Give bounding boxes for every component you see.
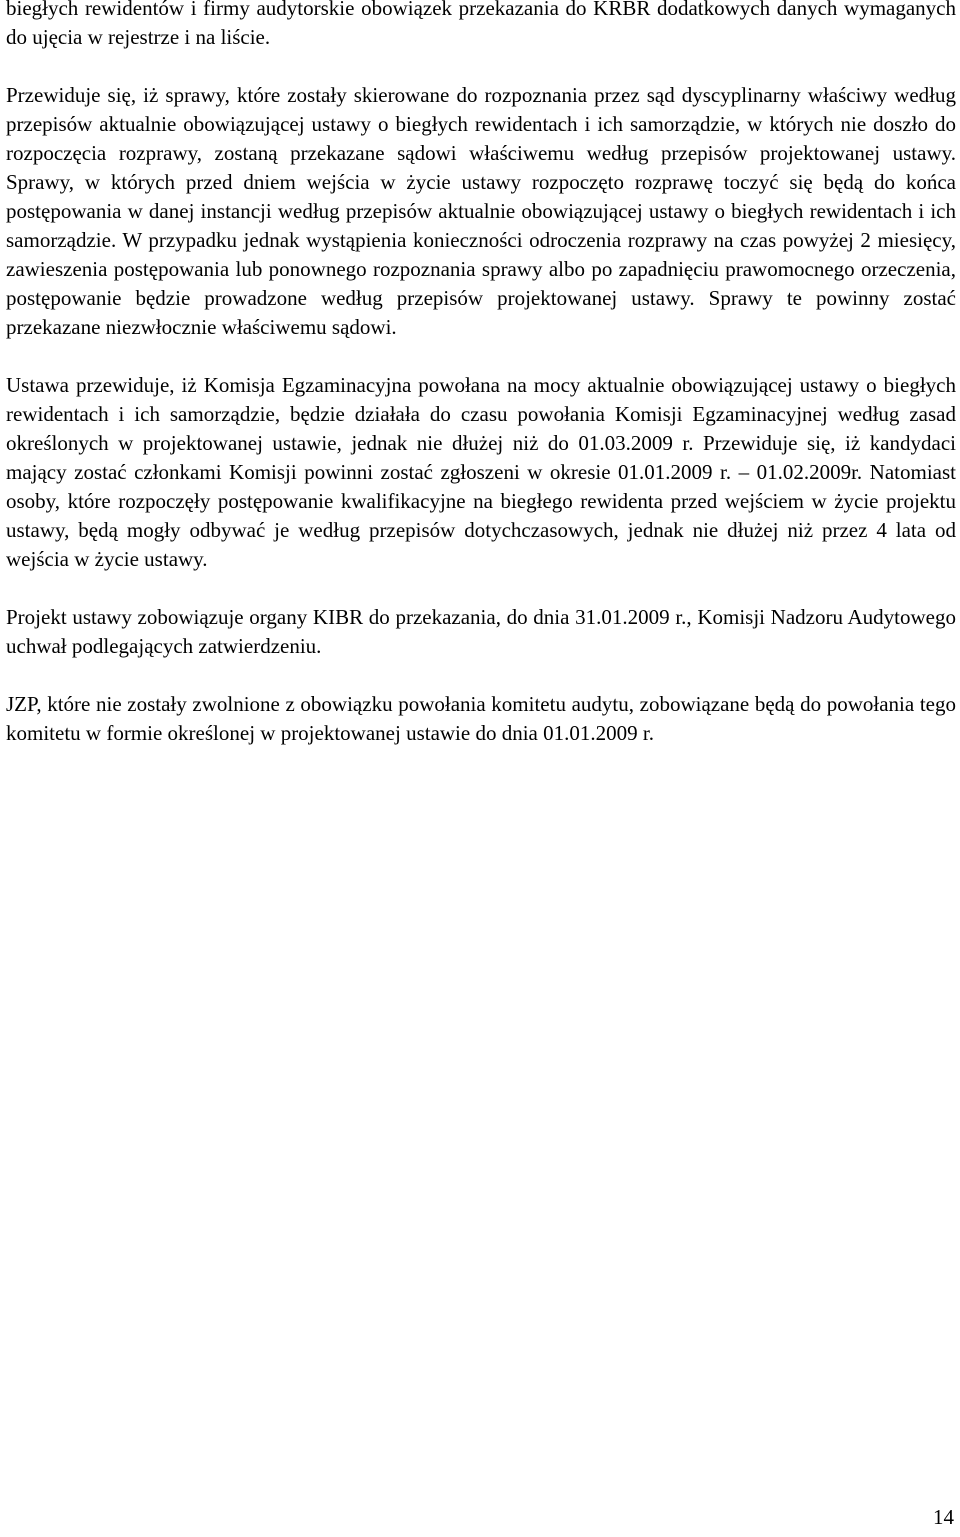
document-body — [6, 0, 956, 777]
paragraph-examination-commission: Ustawa przewiduje, iż Komisja Egzaminacyjna powołana na mocy aktualnie obowiązującej ustawy o biegłych rewidentach i ich samorządzie, będzie działała do czasu powołania Komisji Egzaminacyjnej według zasad określonych w projektowanej ustawie, jednak nie dłużej niż do 01.03.2009 r. Przewiduje się, iż kandydaci mający zostać członkami Komisji powinni zostać zgłoszeni w okresie 01.01.2009 r. – 01.02.2009r. Natomiast osoby, które rozpoczęły postępowanie kwalifikacyjne na biegłego rewidenta przed wejściem w życie projektu ustawy, będą mogły odbywać je według przepisów dotychczasowych, jednak nie dłużej niż przez 4 lata od wejścia w życie ustawy. — [6, 373, 956, 571]
paragraph-kibr-resolutions: Projekt ustawy zobowiązuje organy KIBR do przekazania, do dnia 31.01.2009 r., Komisji Nadzoru Audytowego uchwał podlegających zatwierdzeniu. — [6, 605, 956, 658]
paragraph-disciplinary-cases: Przewiduje się, iż sprawy, które zostały skierowane do rozpoznania przez sąd dyscyplinarny właściwy według przepisów aktualnie obowiązującej ustawy o biegłych rewidentach i ich samorządzie, w których nie doszło do rozpoczęcia rozprawy, zostaną przekazane sądowi właściwemu według przepisów projektowanej ustawy. Sprawy, w których przed dniem wejścia w życie ustawy rozpoczęto rozprawę toczyć się będą do końca postępowania w danej instancji według przepisów aktualnie obowiązującej ustawy o biegłych rewidentach i ich samorządzie. W przypadku jednak wystąpienia konieczności odroczenia rozprawy na czas powyżej 2 miesięcy, zawieszenia postępowania lub ponownego rozpoznania sprawy albo po zapadnięciu prawomocnego orzeczenia, postępowanie będzie prowadzone według przepisów projektowanej ustawy. Sprawy te powinny zostać przekazane niezwłocznie właściwemu sądowi. — [6, 83, 956, 339]
paragraph-continuation: biegłych rewidentów i firmy audytorskie obowiązek przekazania do KRBR dodatkowych danych wymaganych do ujęcia w rejestrze i na liście. — [6, 0, 956, 49]
paragraph-audit-committee: JZP, które nie zostały zwolnione z obowiązku powołania komitetu audytu, zobowiązane będą do powołania tego komitetu w formie określonej w projektowanej ustawie do dnia 01.01.2009 r. — [6, 692, 956, 745]
page-number: 14 — [933, 1505, 954, 1529]
